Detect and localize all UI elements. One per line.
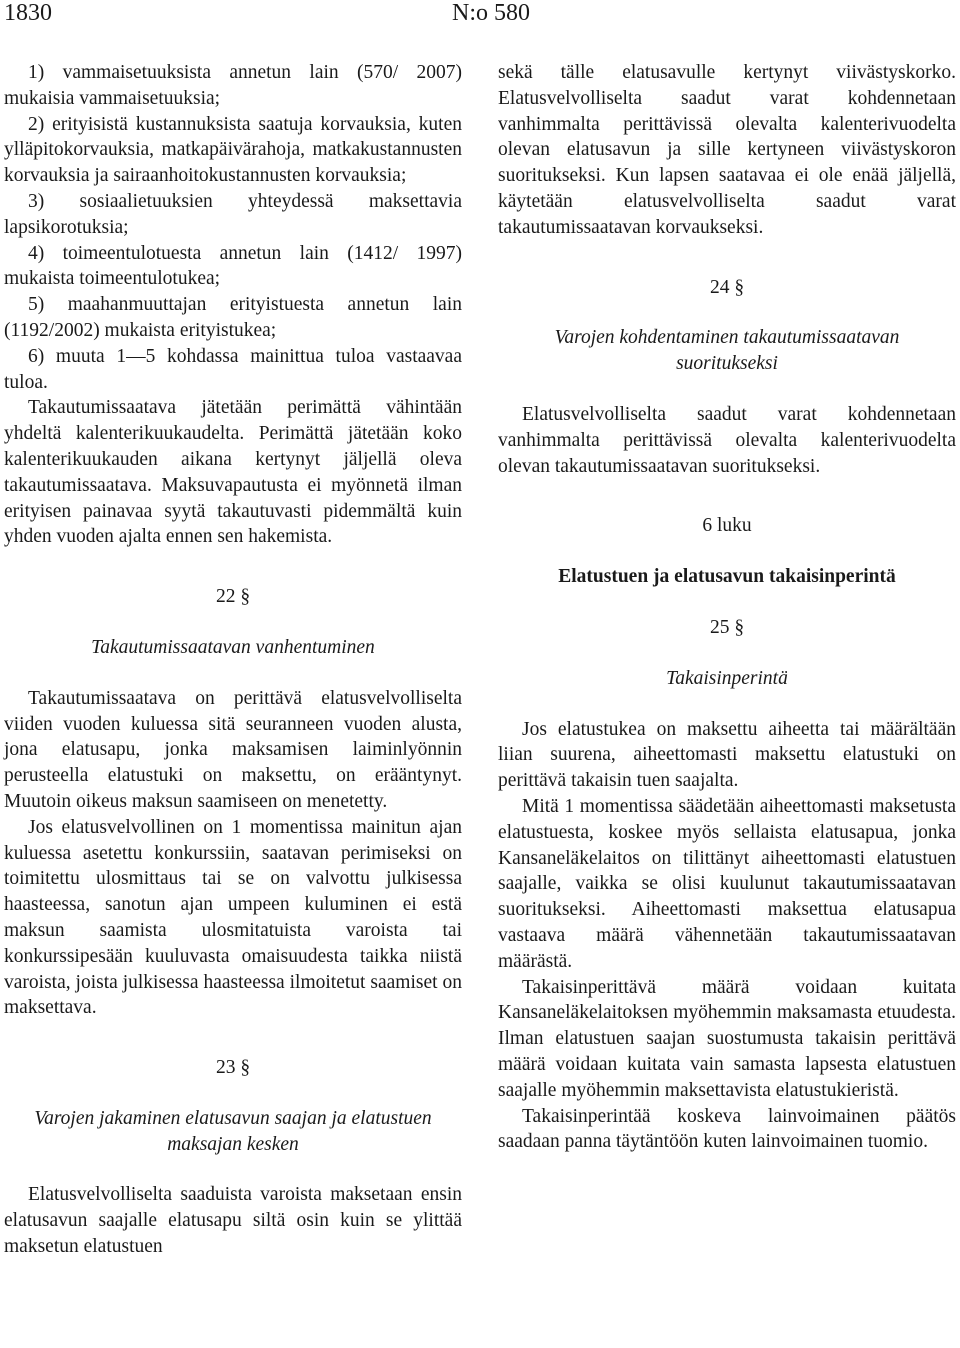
paragraph: Takautumissaatava on perittävä elatusvelvolliselta viiden vuoden kuluessa sitä seuranneen vuoden alusta, jona elatusapu, jonka maksamisen laiminlyönnin perusteella elatustuki on maksettu, on erääntynyt. Muutoin oikeus maksun saamiseen on menetetty. [4, 687, 462, 812]
paragraph: Elatusvelvolliselta saadut varat kohdennetaan vanhimmalta perittävissä olevalta kalenterivuodelta olevan takautumissaatavan suoritukseksi. [498, 403, 956, 477]
paragraph: Takaisinperittävä määrä voidaan kuitata Kansaneläkelaitoksen myöhemmin maksamasta etuudesta. Ilman elatustuen saajan suostumusta takaisin perittävä määrä voidaan kuitata vain samasta lapsesta elatustuen saajalle myöhemmin maksettavista elatustukieristä. [498, 976, 956, 1101]
section-number: 24 § [709, 276, 745, 298]
list-item: 1) vammaisetuuksista annetun lain (570/ 2007) mukaisia vammaisetuuksia; [4, 62, 462, 109]
statute-number: N:o 580 [452, 0, 530, 26]
section-title: Varojen jakaminen elatusavun saajan ja elatustuen maksajan kesken [34, 1107, 432, 1155]
section-title: Varojen kohdentaminen takautumissaatavan suoritukseksi [554, 327, 900, 375]
paragraph: Elatusvelvolliselta saaduista varoista maksetaan ensin elatusavun saajalle elatusapu siltä osin kuin se ylittää maksetun elatustuen [4, 1184, 462, 1258]
list-item: 5) maahanmuuttajan erityistuesta annetun lain (1192/2002) mukaista erityistukea; [4, 294, 462, 341]
list-item: 2) erityisistä kustannuksista saatuja korvauksia, kuten ylläpitokorvauksia, matkapäivärahoja, matkakustannusten korvauksia ja sairaanhoitokustannusten korvauksia; [4, 113, 462, 187]
left-column [4, 60, 462, 1260]
section-title: Takautumissaatavan vanhentuminen [91, 636, 375, 658]
chapter-number: 6 luku [702, 515, 752, 537]
paragraph: sekä tälle elatusavulle kertynyt viivästyskorko. Elatusvelvolliselta saadut varat kohdennetaan vanhimmalta perittävissä olevalta kalenterivuodelta olevan elatusavun ja sille kertyneen viivästyskoron suoritukseksi. Kun lapsen saatavaa ei ole enää jäljellä, käytetään elatusvelvolliselta saadut varat takautumissaatavan korvaukseksi. [498, 62, 956, 238]
section-title: Takaisinperintä [666, 667, 788, 689]
paragraph: Jos elatusvelvollinen on 1 momentissa mainitun ajan kuluessa asetettu konkurssiin, saatavan perimiseksi on toimitettu ulosmittaus tai se on valvottu julkisessa haasteessa, sanotun ajan umpeen kuluminen ei estä maksun saamista ulosmitatuista varoista tai konkurssipesään kuuluvasta omaisuudesta taikka niistä varoista, joista julkisessa haasteessa ilmoitetut saamiset on maksettava. [4, 816, 462, 1019]
list-item: 3) sosiaalietuuksien yhteydessä maksettavia lapsikorotuksia; [4, 190, 462, 238]
paragraph: Jos elatustukea on maksettu aiheetta tai määrältään liian suurena, aiheettomasti maksettu elatustuki on perittävä takaisin tuen saajalta. [498, 718, 956, 792]
page-number: 1830 [4, 0, 52, 26]
paragraph: Mitä 1 momentissa säädetään aiheettomasti maksetusta elatustuesta, koskee myös sellaista elatusapua, jonka Kansaneläkelaitos on tilittänyt aiheettomasti elatustuen saajalle, vaikka se olisi kuulunut takautumissaatavan suoritukseksi. Aiheettomasti maksettua elatusapua vastaava määrä vähennetään takautumissaatavan määrästä. [498, 795, 956, 972]
right-column [498, 60, 956, 1155]
section-number: 25 § [709, 616, 745, 638]
list-item: 6) muuta 1—5 kohdassa mainittua tuloa vastaavaa tuloa. [4, 345, 462, 393]
page-header [0, 0, 960, 30]
section-number: 23 § [215, 1057, 251, 1079]
list-item: 4) toimeentulotuesta annetun lain (1412/ 1997) mukaista toimeentulotukea; [4, 242, 462, 290]
section-number: 22 § [215, 586, 251, 608]
chapter-title: Elatustuen ja elatusavun takaisinperintä [558, 566, 896, 588]
paragraph: Takautumissaatava jätetään perimättä vähintään yhdeltä kalenterikuukaudelta. Perimättä jätetään koko kalenterikuukauden aikana kertynyt jäljellä oleva takautumissaatava. Maksuvapautusta ei myönnetä ilman erityisen painavaa syytä takautuvasti pidemmältä kuin yhden vuoden ajalta ennen sen hakemista. [4, 397, 462, 548]
paragraph: Takaisinperintää koskeva lainvoimainen päätös saadaan panna täytäntöön kuten lainvoimainen tuomio. [498, 1105, 956, 1153]
